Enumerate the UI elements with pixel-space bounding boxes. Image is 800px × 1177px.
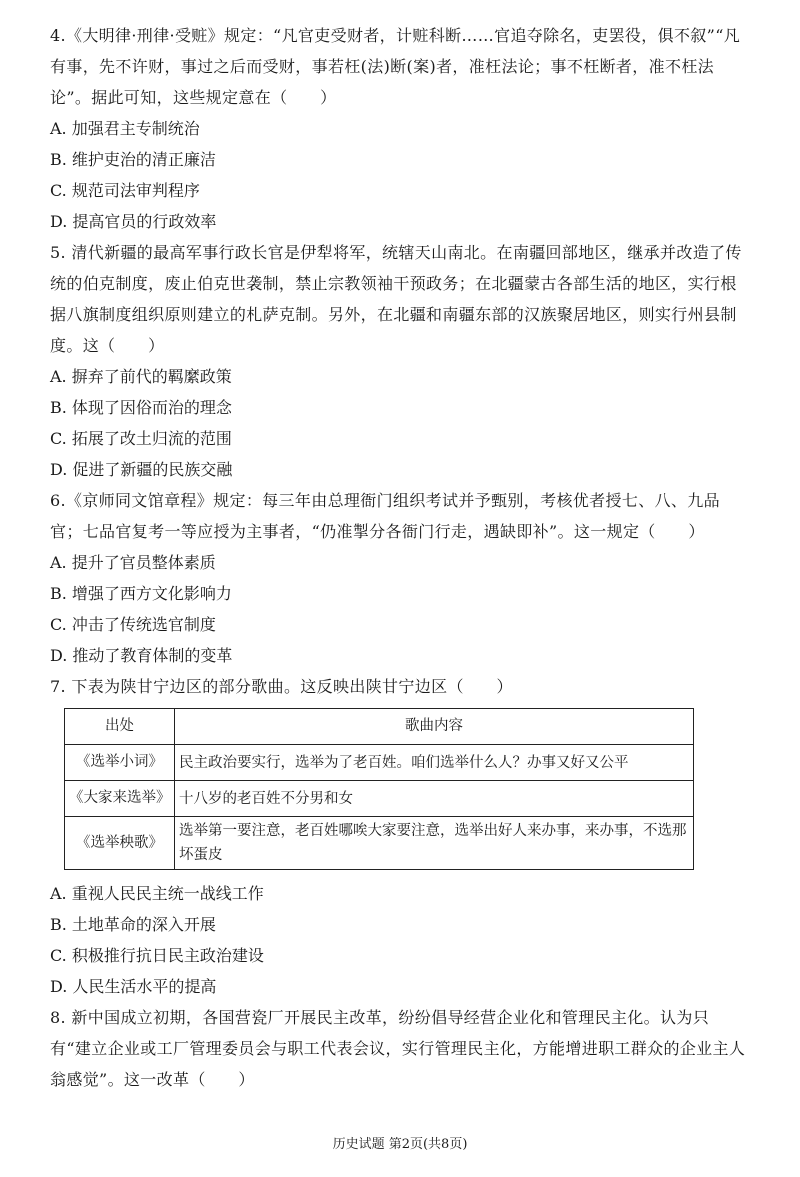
option-a: A. 提升了官员整体素质: [50, 553, 216, 572]
option-a: A. 重视人民民主统一战线工作: [50, 884, 264, 903]
table-row: [65, 817, 694, 870]
table-header-content: 歌曲内容: [175, 709, 694, 745]
song-source: 《选举小词》: [65, 745, 175, 781]
option-c: C. 冲击了传统选官制度: [50, 615, 216, 634]
option-b: B. 土地革命的深入开展: [50, 915, 216, 934]
songs-table: [64, 708, 694, 870]
question-stem: 6.《京师同文馆章程》规定：每三年由总理衙门组织考试并予甄别，考核优者授七、八、九品官；七品官复考一等应授为主事者，“仍准掣分各衙门行走，遇缺即补”。这一规定（ ）: [50, 491, 720, 541]
song-content: 选举第一要注意，老百姓哪唉大家要注意，选举出好人来办事，来办事，不选那坏蛋皮: [175, 817, 694, 870]
song-source: 《选举秧歌》: [65, 817, 175, 870]
table-row: [65, 781, 694, 817]
option-d: D. 促进了新疆的民族交融: [50, 460, 233, 479]
table-header-row: [65, 709, 694, 745]
option-a: A. 加强君主专制统治: [50, 119, 200, 138]
option-c: C. 拓展了改土归流的范围: [50, 429, 232, 448]
option-c: C. 积极推行抗日民主政治建设: [50, 946, 264, 965]
song-content: 十八岁的老百姓不分男和女: [175, 781, 694, 817]
song-content: 民主政治要实行，选举为了老百姓。咱们选举什么人？办事又好又公平: [175, 745, 694, 781]
question-stem: 5. 清代新疆的最高军事行政长官是伊犁将军，统辖天山南北。在南疆回部地区，继承并改造了传统的伯克制度，废止伯克世袭制，禁止宗教领袖干预政务；在北疆蒙古各部生活的地区，实行根据八旗制度组织原则建立的札萨克制。另外，在北疆和南疆东部的汉族聚居地区，则实行州县制度。这（ ）: [50, 243, 742, 355]
option-d: D. 人民生活水平的提高: [50, 977, 217, 996]
option-d: D. 提高官员的行政效率: [50, 212, 217, 231]
page-footer: 历史试题 第2页(共8页): [332, 1137, 468, 1152]
question-7: [50, 671, 750, 1002]
question-5: [50, 237, 750, 485]
table-header-source: 出处: [65, 709, 175, 745]
option-b: B. 维护吏治的清正廉洁: [50, 150, 216, 169]
page-content: [50, 20, 750, 1095]
question-stem: 7. 下表为陕甘宁边区的部分歌曲。这反映出陕甘宁边区（ ）: [50, 677, 513, 696]
question-stem: 4.《大明律·刑律·受赃》规定：“凡官吏受财者，计赃科断……官追夺除名，吏罢役，俱不叙”“凡有事，先不许财，事过之后而受财，事若枉(法)断(案)者，准枉法论；事不枉断者，准不枉法论”。据此可知，这些规定意在（ ）: [50, 26, 741, 107]
option-b: B. 增强了西方文化影响力: [50, 584, 232, 603]
question-4: [50, 20, 750, 237]
table-row: [65, 745, 694, 781]
question-stem: 8. 新中国成立初期，各国营瓷厂开展民主改革，纷纷倡导经营企业化和管理民主化。认为只有“建立企业或工厂管理委员会与职工代表会议，实行管理民主化，方能增进职工群众的企业主人翁感觉”。这一改革（ ）: [50, 1008, 746, 1089]
option-b: B. 体现了因俗而治的理念: [50, 398, 232, 417]
song-source: 《大家来选举》: [65, 781, 175, 817]
option-d: D. 推动了教育体制的变革: [50, 646, 233, 665]
question-6: [50, 485, 750, 671]
question-8: [50, 1002, 750, 1095]
option-c: C. 规范司法审判程序: [50, 181, 200, 200]
option-a: A. 摒弃了前代的羁縻政策: [50, 367, 232, 386]
